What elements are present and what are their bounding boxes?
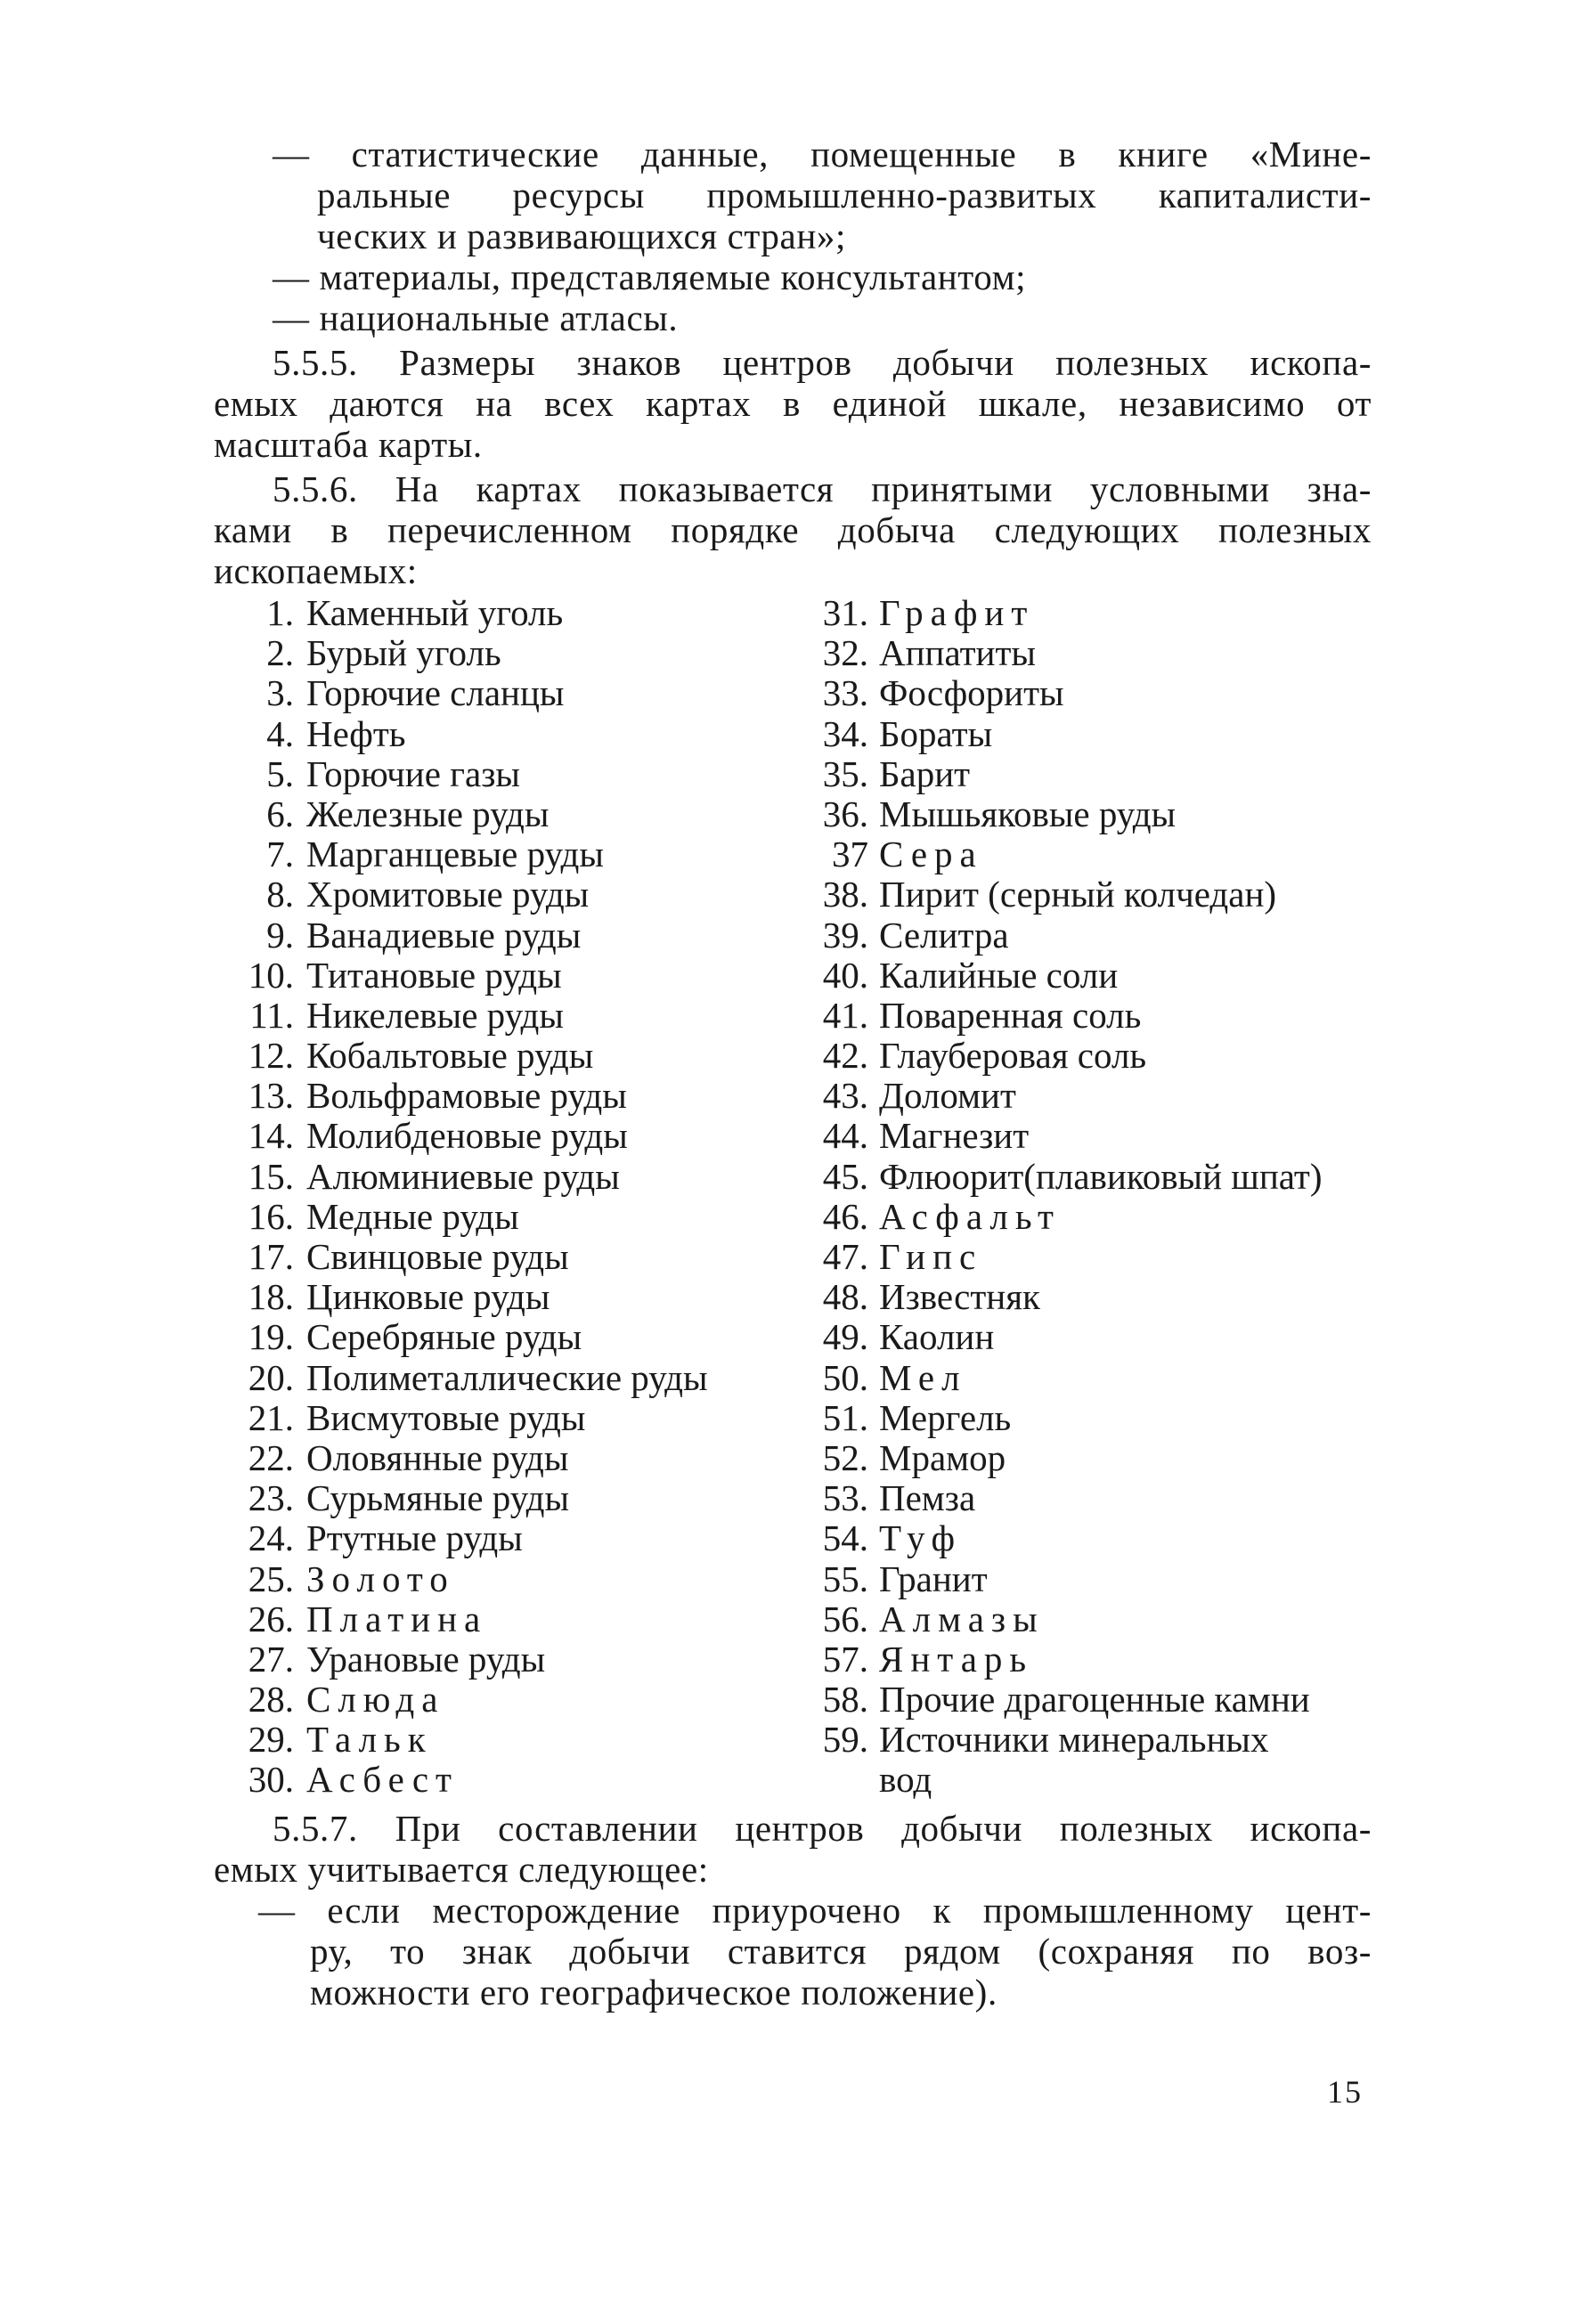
mineral-name: Пемза — [879, 1477, 976, 1519]
mineral-number: 9. — [266, 914, 294, 956]
mineral-list-item — [214, 1116, 784, 1156]
mineral-number: 36. — [822, 793, 868, 834]
mineral-number: 57. — [822, 1638, 868, 1680]
mineral-name: Висмутовые руды — [306, 1396, 586, 1438]
mineral-name: Марганцевые руды — [306, 834, 604, 875]
mineral-number: 26. — [248, 1598, 294, 1639]
mineral-list-item — [214, 1076, 784, 1116]
mineral-list-item — [784, 1157, 1407, 1197]
mineral-name: Титановые руды — [306, 954, 562, 996]
page-number: 15 — [1327, 2074, 1363, 2110]
mineral-name: Тальк — [306, 1719, 433, 1761]
mineral-list-item — [784, 673, 1407, 713]
mineral-list-item — [784, 593, 1407, 633]
mineral-list-item — [214, 1036, 784, 1076]
mineral-number: 21. — [248, 1396, 294, 1438]
mineral-name: Бораты — [879, 712, 993, 754]
section-5-5-7-bullet-line-3: можности его географическое положение). — [310, 1972, 998, 2013]
mineral-list-item — [214, 633, 784, 673]
mineral-list-item — [214, 593, 784, 633]
mineral-list-item — [784, 1720, 1407, 1760]
mineral-name: Пирит (серный колчедан) — [879, 874, 1277, 915]
mineral-list-item — [214, 1680, 784, 1720]
mineral-number: 53. — [822, 1477, 868, 1519]
mineral-name: Кобальтовые руды — [306, 1035, 594, 1077]
section-5-5-6-line-1: 5.5.6. На картах показывается принятыми условными зна- — [273, 468, 1372, 509]
intro-bullet-3: — национальные атласы. — [273, 297, 679, 338]
section-5-5-5-line-2: емых даются на всех картах в единой шкале, независимо от — [214, 383, 1372, 424]
mineral-list-item — [214, 1438, 784, 1478]
mineral-number: 34. — [822, 712, 868, 754]
mineral-name: Полиметаллические руды — [306, 1356, 708, 1398]
mineral-list-item — [214, 1237, 784, 1277]
mineral-number: 40. — [822, 954, 868, 996]
mineral-name: Мышьяковые руды — [879, 793, 1177, 834]
mineral-name: Нефть — [306, 712, 406, 754]
mineral-list-item — [784, 1518, 1407, 1558]
mineral-name: Платина — [306, 1598, 488, 1639]
mineral-name: Каолин — [879, 1316, 995, 1358]
section-5-5-5-line-1: 5.5.5. Размеры знаков центров добычи полезных ископа- — [273, 342, 1372, 383]
mineral-name: Барит — [879, 752, 971, 794]
minerals-list — [214, 592, 1372, 1801]
mineral-number: 52. — [822, 1436, 868, 1478]
section-5-5-5-line-3: масштаба карты. — [214, 424, 483, 465]
mineral-list-item — [784, 915, 1407, 956]
mineral-list-item — [784, 1277, 1407, 1317]
minerals-list-right-column — [784, 593, 1407, 1801]
mineral-name: Серебряные руды — [306, 1316, 582, 1358]
mineral-list-item — [784, 714, 1407, 754]
mineral-number: 38. — [822, 874, 868, 915]
mineral-number: 5. — [266, 752, 294, 794]
mineral-list-item — [784, 1478, 1407, 1518]
mineral-list-item — [784, 1639, 1407, 1680]
mineral-list-item — [784, 1398, 1407, 1438]
mineral-list-item — [214, 1760, 784, 1800]
section-5-5-7-bullet-line-2: ру, то знак добычи ставится рядом (сохраняя по воз- — [310, 1931, 1372, 1972]
minerals-list-left-column — [214, 593, 784, 1801]
mineral-list-item — [784, 794, 1407, 834]
mineral-number: 20. — [248, 1356, 294, 1398]
mineral-number: 27. — [248, 1638, 294, 1680]
mineral-number: 46. — [822, 1195, 868, 1237]
mineral-number: 11. — [249, 994, 294, 1036]
mineral-number: 44. — [822, 1115, 868, 1157]
mineral-name: Никелевые руды — [306, 994, 564, 1036]
mineral-number: 35. — [822, 752, 868, 794]
mineral-name: Доломит — [879, 1075, 1016, 1117]
mineral-list-item — [784, 1036, 1407, 1076]
intro-bullet-1-line-1: — статистические данные, помещенные в книге «Мине- — [273, 134, 1372, 175]
mineral-number: 50. — [822, 1356, 868, 1398]
mineral-number: 19. — [248, 1316, 294, 1358]
mineral-name: Известняк — [879, 1276, 1040, 1318]
mineral-number: 17. — [248, 1236, 294, 1277]
mineral-list-item — [214, 1197, 784, 1237]
mineral-list-item — [784, 874, 1407, 915]
mineral-number: 1. — [266, 592, 294, 633]
mineral-number: 13. — [248, 1075, 294, 1117]
section-5-5-7-line-2: емых учитывается следующее: — [214, 1849, 709, 1890]
mineral-list-item — [214, 673, 784, 713]
mineral-number: 43. — [822, 1075, 868, 1117]
mineral-name: Сера — [879, 834, 983, 875]
section-5-5-7-line-1: 5.5.7. При составлении центров добычи полезных ископа- — [273, 1808, 1372, 1849]
intro-bullet-2: — материалы, представляемые консультантом; — [273, 256, 1027, 297]
mineral-number: 28. — [248, 1679, 294, 1720]
mineral-name: Флюорит(плавиковый шпат) — [879, 1155, 1323, 1197]
mineral-name: Алюминиевые руды — [306, 1155, 620, 1197]
mineral-number: 29. — [248, 1719, 294, 1761]
section-5-5-6-line-3: ископаемых: — [214, 550, 418, 591]
mineral-list-item — [784, 633, 1407, 673]
mineral-list-item — [214, 1277, 784, 1317]
mineral-name: Источники минеральных — [879, 1719, 1269, 1761]
intro-bullet-1-line-2: ральные ресурсы промышленно-развитых капиталисти- — [317, 175, 1372, 216]
mineral-name: Золото — [306, 1558, 455, 1599]
mineral-name: Медные руды — [306, 1195, 519, 1237]
section-5-5-7 — [214, 1808, 1372, 2013]
mineral-number: 32. — [822, 632, 868, 674]
mineral-list-item — [214, 1599, 784, 1639]
mineral-number: 24. — [248, 1517, 294, 1559]
mineral-list-item — [214, 996, 784, 1036]
mineral-number: 51. — [822, 1396, 868, 1438]
mineral-number: 39. — [822, 914, 868, 956]
mineral-name: Урановые руды — [306, 1638, 546, 1680]
mineral-list-item — [784, 834, 1407, 874]
mineral-name: Каменный уголь — [306, 592, 564, 633]
mineral-list-item — [784, 996, 1407, 1036]
mineral-number: 49. — [822, 1316, 868, 1358]
mineral-name: Железные руды — [306, 793, 550, 834]
mineral-list-item — [784, 1760, 1407, 1800]
mineral-list-item — [214, 1157, 784, 1197]
mineral-number: 14. — [248, 1115, 294, 1157]
mineral-name: Оловянные руды — [306, 1436, 569, 1478]
mineral-number: 54. — [822, 1517, 868, 1559]
section-5-5-6 — [214, 468, 1372, 591]
mineral-list-item — [214, 1639, 784, 1680]
mineral-number: 42. — [822, 1035, 868, 1077]
mineral-list-item — [784, 1076, 1407, 1116]
mineral-name: Хромитовые руды — [306, 874, 590, 915]
mineral-list-item — [214, 794, 784, 834]
mineral-number: 45. — [822, 1155, 868, 1197]
mineral-name: Прочие драгоценные камни — [879, 1679, 1310, 1720]
mineral-list-item — [784, 1237, 1407, 1277]
mineral-name: Мергель — [879, 1396, 1012, 1438]
mineral-number: 4. — [266, 712, 294, 754]
mineral-number: 58. — [822, 1679, 868, 1720]
mineral-number: 23. — [248, 1477, 294, 1519]
mineral-list-item — [214, 915, 784, 956]
mineral-number: 47. — [822, 1236, 868, 1277]
mineral-number: 56. — [822, 1598, 868, 1639]
mineral-name: Калийные соли — [879, 954, 1119, 996]
mineral-name: Поваренная соль — [879, 994, 1142, 1036]
mineral-name: Фосфориты — [879, 672, 1064, 714]
mineral-list-item — [214, 1720, 784, 1760]
mineral-name: Слюда — [306, 1679, 445, 1720]
mineral-number: 25. — [248, 1558, 294, 1599]
mineral-name: Селитра — [879, 914, 1009, 956]
mineral-name: Графит — [879, 592, 1035, 633]
mineral-list-item — [214, 1518, 784, 1558]
mineral-number: 6. — [266, 793, 294, 834]
mineral-number: 3. — [266, 672, 294, 714]
mineral-name: Магнезит — [879, 1115, 1030, 1157]
mineral-name: Ртутные руды — [306, 1517, 523, 1559]
mineral-name: Молибденовые руды — [306, 1115, 628, 1157]
mineral-number: 30. — [248, 1759, 294, 1801]
mineral-name: Горючие сланцы — [306, 672, 565, 714]
mineral-name: Горючие газы — [306, 752, 520, 794]
mineral-list-item — [784, 1438, 1407, 1478]
mineral-number: 15. — [248, 1155, 294, 1197]
mineral-name: Гипс — [879, 1236, 983, 1277]
mineral-list-item — [214, 754, 784, 794]
mineral-number: 10. — [248, 954, 294, 996]
mineral-list-item — [214, 1398, 784, 1438]
mineral-name: Янтарь — [879, 1638, 1034, 1680]
mineral-number: 16. — [248, 1195, 294, 1237]
mineral-name: Мел — [879, 1356, 967, 1398]
mineral-name: Асбест — [306, 1759, 459, 1801]
mineral-name: Туф — [879, 1517, 963, 1559]
mineral-list-item — [214, 834, 784, 874]
mineral-name: Вольфрамовые руды — [306, 1075, 627, 1117]
mineral-number: 7. — [266, 834, 294, 875]
intro-bullet-1-line-3: ческих и развивающихся стран»; — [317, 216, 846, 256]
mineral-list-item — [784, 1599, 1407, 1639]
mineral-name: Ванадиевые руды — [306, 914, 582, 956]
mineral-number: 18. — [248, 1276, 294, 1318]
mineral-list-item — [784, 1116, 1407, 1156]
mineral-list-item — [784, 1317, 1407, 1357]
mineral-list-item — [214, 874, 784, 915]
mineral-list-item — [784, 1358, 1407, 1398]
mineral-number: 31. — [822, 592, 868, 633]
mineral-number: 22. — [248, 1436, 294, 1478]
mineral-name: Алмазы — [879, 1598, 1045, 1639]
intro-bullets — [214, 134, 1372, 338]
section-5-5-5 — [214, 342, 1372, 465]
mineral-number: 41. — [822, 994, 868, 1036]
mineral-list-item — [214, 1358, 784, 1398]
mineral-name: Бурый уголь — [306, 632, 501, 674]
mineral-list-item — [214, 1559, 784, 1599]
mineral-list-item — [784, 1197, 1407, 1237]
mineral-name: Мрамор — [879, 1436, 1006, 1478]
mineral-number: 2. — [266, 632, 294, 674]
mineral-list-item — [214, 714, 784, 754]
mineral-list-item — [784, 1680, 1407, 1720]
mineral-number: 59. — [822, 1719, 868, 1761]
mineral-number: 12. — [248, 1035, 294, 1077]
mineral-name: Гранит — [879, 1558, 988, 1599]
mineral-list-item — [214, 1317, 784, 1357]
mineral-name: Сурьмяные руды — [306, 1477, 570, 1519]
mineral-number: 48. — [822, 1276, 868, 1318]
mineral-list-item — [784, 956, 1407, 996]
mineral-number: 33. — [822, 672, 868, 714]
mineral-list-item — [214, 956, 784, 996]
mineral-list-item — [784, 1559, 1407, 1599]
document-page — [214, 134, 1372, 2013]
mineral-list-item — [784, 754, 1407, 794]
mineral-name: Свинцовые руды — [306, 1236, 569, 1277]
section-5-5-7-bullet-line-1: — если месторождение приурочено к промышленному цент- — [258, 1890, 1372, 1931]
mineral-name: Глауберовая соль — [879, 1035, 1147, 1077]
mineral-number: 55. — [822, 1558, 868, 1599]
mineral-name: Аппатиты — [879, 632, 1036, 674]
mineral-name: Асфальт — [879, 1195, 1061, 1237]
mineral-list-item — [214, 1478, 784, 1518]
section-5-5-6-line-2: ками в перечисленном порядке добыча следующих полезных — [214, 509, 1372, 550]
mineral-name: Цинковые руды — [306, 1276, 550, 1318]
mineral-number: 37 — [832, 834, 868, 875]
mineral-name: вод — [879, 1759, 932, 1801]
mineral-number: 8. — [266, 874, 294, 915]
